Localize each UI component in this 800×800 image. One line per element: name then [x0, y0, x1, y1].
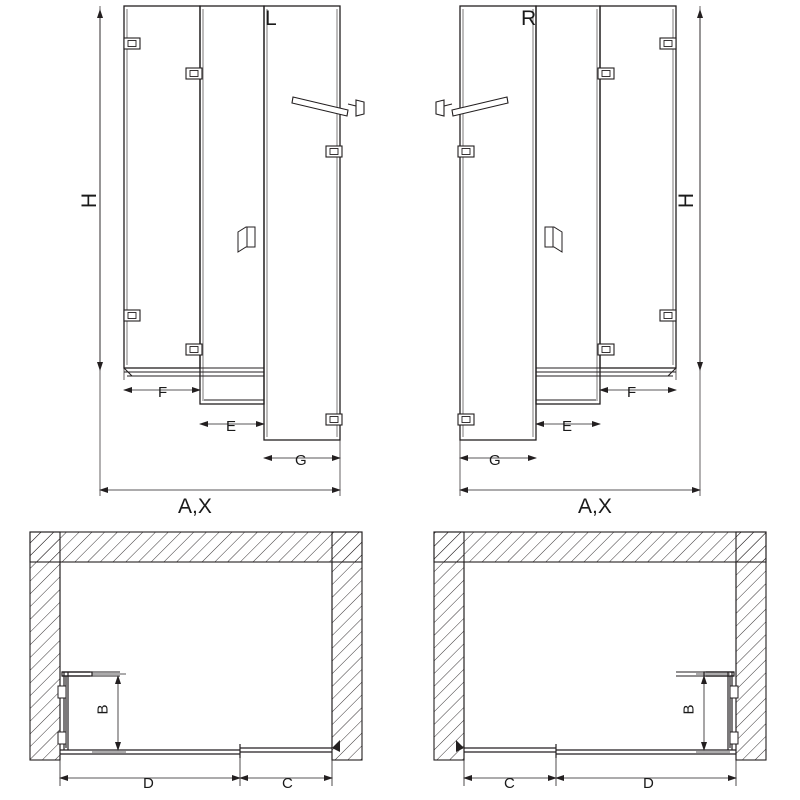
dimension-label-d-right: D: [643, 775, 654, 792]
dimension-label-g-left: G: [295, 452, 307, 469]
dimension-label-f-right: F: [627, 384, 637, 401]
hand-label-left: L: [265, 7, 277, 30]
handle-icon: [238, 227, 255, 252]
plan-left-group: [30, 532, 362, 786]
dimension-label-c-left: C: [282, 775, 293, 792]
dimension-label-g-right: G: [489, 452, 501, 469]
dimension-label-h-left: H: [78, 192, 102, 209]
stabiliser-bar: [436, 97, 508, 116]
dimension-label-c-right: C: [504, 775, 515, 792]
dimension-label-e-left: E: [226, 418, 237, 435]
dimension-label-h-right: H: [675, 192, 699, 209]
dimension-label-ax-right: A,X: [578, 495, 612, 518]
dimension-label-b-right: B: [680, 704, 698, 715]
dimension-label-ax-left: A,X: [178, 495, 212, 518]
dimension-label-f-left: F: [158, 384, 168, 401]
dimension-label-e-right: E: [562, 418, 573, 435]
dimension-label-d-left: D: [143, 775, 154, 792]
handle-icon: [545, 227, 562, 252]
hinge-icon: [124, 38, 342, 425]
dimension-label-b-left: B: [94, 704, 112, 715]
hinge-icon: [458, 38, 676, 425]
hand-label-right: R: [521, 7, 537, 30]
plan-right-group: [434, 532, 766, 786]
stabiliser-bar: [292, 97, 364, 116]
